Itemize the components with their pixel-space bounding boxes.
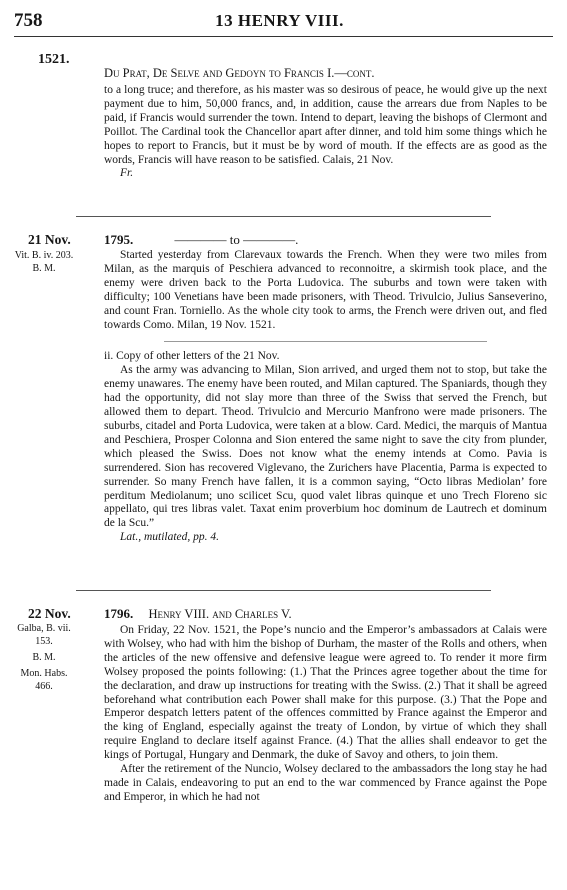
margin-ref-1796-a: Galba, B. vii.	[17, 623, 71, 634]
entry-1796-heading	[104, 606, 292, 622]
continued-entry-body	[104, 84, 547, 181]
entry-1796-title: Henry VIII. and Charles V.	[148, 607, 292, 621]
section-divider	[76, 216, 491, 217]
entry-1796-body	[104, 624, 547, 805]
page-number: 758	[14, 10, 43, 31]
entry-1795-heading	[104, 232, 298, 248]
margin-ref-1795: Vit. B. iv. 203.	[14, 250, 74, 261]
entry-1795-title: ———— to ————.	[174, 232, 299, 247]
entry-1795-paragraph-1: Started yesterday from Clarevaux towards the French. When they were two miles from Milan, as the marquis of Peschiera advanced to reconnoitre, a skirmish took place, and the enemy were driven back to the Porta Ludovica. The suburbs and town were taken with difficulty; 100 Venetians have been made prisoners, with Theod. Trivulcio, Julius Sanseverino, and count Fran. Torniello. As the whole city took to arms, the French were driven out, and fled towards Como. Milan, 19 Nov. 1521.	[104, 249, 547, 331]
margin-year: 1521.	[38, 52, 70, 67]
entry-1796-number: 1796.	[104, 606, 134, 621]
header-rule	[14, 36, 553, 37]
margin-date-1795: 21 Nov.	[28, 232, 71, 247]
continued-entry-heading: Du Prat, De Selve and Gedoyn to Francis I.—cont.	[104, 66, 375, 80]
entry-1796-paragraph-1: On Friday, 22 Nov. 1521, the Pope’s nuncio and the Emperor’s ambassadors at Calais were with Wolsey, who had with him the bishop of Durham, the master of the Rolls and others, when the articles of the new offensive and defensive league were agreed to. To render it more firm Wolsey proposed the points following: (1.) That the Princes agree together about the time for the declaration, and draw up instructions for treating with the Swiss. (2.) That it shall be agreed beforehand what contribution each Power shall make for this purpose. (3.) That the Pope and Emperor despatch letters patent of the offences committed by France against the Emperor and the king of England, especially against the treaty of London, by virtue of which they shall require England to declare itself against France. (4.) That the allies shall endeavor to get the kings of Portugal, Hungary and Denmark, the duke of Savoy and others, to join them.	[104, 624, 547, 762]
margin-ref-1796-c: Mon. Habs.	[20, 668, 68, 679]
margin-ref-1796-b: B. M.	[32, 652, 56, 663]
running-title: 13 HENRY VIII.	[215, 11, 344, 30]
inner-divider	[164, 332, 487, 342]
margin-date-1796: 22 Nov.	[28, 606, 71, 621]
page-header	[14, 10, 545, 34]
margin-ref-1796-a2: 153.	[35, 636, 53, 647]
continued-entry-paragraph: to a long truce; and therefore, as his master was so desirous of peace, he would give up the next payment due to him, 50,000 francs, and, in addition, cause the arrears due from Naples to be paid, if Francis would surrender the town. Intend to depart, leaving the bishops of Clermont and Poillot. The Cardinal took the Chancellor apart after dinner, and told him some things which he hopes to report to Francis, but it must be by word of mouth. If the effects are as good as the words, Francis will have reason to be satisfied. Calais, 21 Nov.	[104, 84, 547, 166]
entry-1795-note: Lat., mutilated, pp. 4.	[120, 531, 220, 544]
section-divider-2	[76, 590, 491, 591]
margin-ref-1796-c2: 466.	[35, 681, 53, 692]
margin-ref-1795-bm: B. M.	[32, 263, 56, 274]
entry-1795-number: 1795.	[104, 232, 134, 247]
entry-1795-subhead: ii. Copy of other letters of the 21 Nov.	[104, 350, 280, 363]
continued-entry-note: Fr.	[120, 167, 134, 180]
entry-1795-paragraph-2: As the army was advancing to Milan, Sion arrived, and urged them not to stop, but take the enemy unawares. The enemy have been routed, and Milan captured. The Spaniards, though they had the opportunity, did not slay more than three of the Swiss that served the French, but allowed them to depart. Theod. Trivulcio and Mercurio Manfrono were made prisoners. The suburbs, citadel and Porta Ludovica, were taken at a blow. Card. Medici, the marquis of Mantua and Peschiera, Prosper Colonna and Sion entered the same night to save the city from plunder, which pleased the Swiss. Does not know what the enemy intends at Como. Pavia is surrendered. Sion has recovered Viglevano, the Zurichers have Placentia, Parma is expected to surrender. So many French have fallen, it is a common saying, “Octo libras Mediolan’ fore perditum Mediolanum; uno scilicet Scu, quod valet libras quinque et uno Trech Floreno sic appellato, qui tres libras valet. Taxat enim proverbium hoc dominum de Lautrech et dominum de la Scu.”	[104, 364, 547, 530]
entry-1796-paragraph-2: After the retirement of the Nuncio, Wolsey declared to the ambassadors the long stay he had made in Calais, endeavoring to put an end to the war commenced by France against the Pope and Emperor, in which he had not	[104, 763, 547, 803]
entry-1795-body	[104, 249, 547, 545]
